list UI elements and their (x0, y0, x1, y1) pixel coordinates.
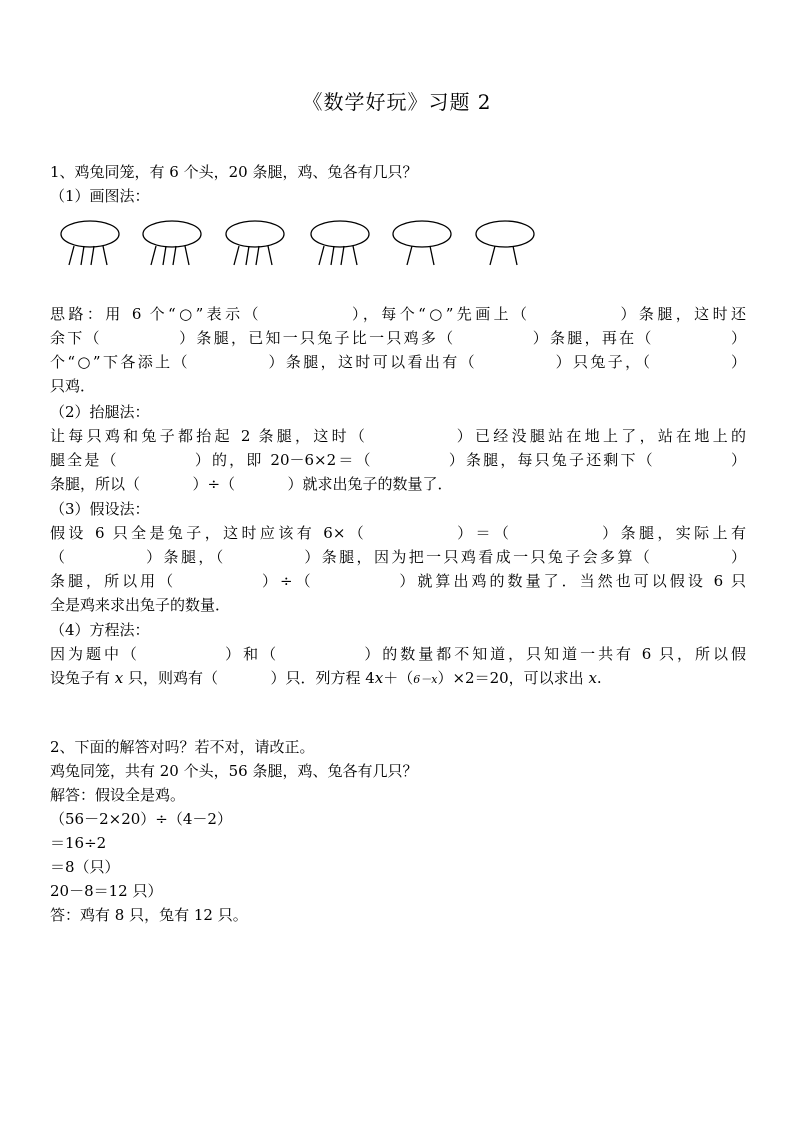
q1-m2-line2: 腿全是（ ）的，即 20－6×2＝（ ）条腿，每只兔子还剩下（ ） (50, 451, 746, 469)
q1-method4-heading: （4）方程法： (50, 621, 150, 639)
q1-m3-line4: 全是鸡来求出兔子的数量． (50, 596, 231, 614)
q2-final-answer: 答：鸡有 8 只，兔有 12 只。 (50, 906, 248, 924)
q1-m2-line1: 让每只鸡和兔子都抬起 2 条腿，这时（ ）已经没腿站在地上了，站在地上的 (50, 427, 746, 445)
q2-answer-intro: 解答：假设全是鸡。 (50, 786, 186, 804)
q1-question: 1、鸡兔同笼，有 6 个头，20 条腿，鸡、兔各有几只？ (50, 163, 418, 181)
document-title: 《数学好玩》习题 2 (302, 90, 492, 114)
leg (513, 246, 517, 265)
q1-m4-small-expr: 6－x (413, 673, 438, 686)
q1-method1-heading: （1）画图法： (50, 187, 150, 205)
leg (91, 246, 94, 265)
leg (151, 246, 156, 265)
oval-with-legs (476, 221, 534, 265)
q1-m1-line1: 思路：用 6 个“○”表示（ ），每个“○”先画上（ ）条腿，这时还 (50, 305, 746, 323)
q1-m4-text-b: 只，则鸡有（ ）只．列方程 4 (123, 669, 375, 687)
q1-m4-line1: 因为题中（ ）和（ ）的数量都不知道，只知道一共有 6 只，所以假 (50, 645, 746, 663)
variable-x: x (114, 669, 124, 687)
leg (185, 246, 189, 265)
oval-with-legs (61, 221, 119, 265)
leg (81, 246, 84, 265)
q2-step3: ＝8（只） (50, 858, 120, 876)
oval (61, 221, 119, 247)
oval (143, 221, 201, 247)
q1-m3-line3: 条腿，所以用（ ）÷（ ）就算出鸡的数量了．当然也可以假设 6 只 (50, 572, 746, 590)
q1-m4-text-e: . (596, 669, 602, 687)
oval (393, 221, 451, 247)
leg (341, 246, 344, 265)
q1-m1-line3: 个“○”下各添上（ ）条腿，这时可以看出有（ ）只兔子，（ ） (50, 353, 746, 371)
q1-m4-text-d: ）×2＝20，可以求出 (437, 669, 589, 687)
leg (103, 246, 107, 265)
q2-step1: （56－2×20）÷（4－2） (50, 810, 232, 828)
leg (256, 246, 259, 265)
leg (173, 246, 176, 265)
q2-step4: 20－8＝12 只） (50, 882, 163, 900)
oval (476, 221, 534, 247)
oval-with-legs (393, 221, 451, 265)
q1-m4-text-a: 设兔子有 (50, 669, 115, 687)
q2-question: 2、下面的解答对吗？若不对，请改正。 (50, 738, 315, 756)
leg (69, 246, 74, 265)
oval (311, 221, 369, 247)
oval (226, 221, 284, 247)
q1-method3-heading: （3）假设法： (50, 500, 150, 518)
q1-method2-heading: （2）抬腿法： (50, 403, 150, 421)
leg (246, 246, 249, 265)
q1-m3-line1: 假设 6 只全是兔子，这时应该有 6×（ ）＝（ ）条腿，实际上有 (50, 524, 746, 542)
variable-x: x (374, 669, 384, 687)
leg (430, 246, 434, 265)
q1-m4-text-c: ＋（ (383, 669, 414, 687)
q1-m1-line4: 只鸡． (50, 377, 96, 395)
leg (268, 246, 272, 265)
q1-m1-line2: 余下（ ）条腿，已知一只兔子比一只鸡多（ ）条腿，再在（ ） (50, 329, 746, 347)
leg (490, 246, 495, 265)
oval-with-legs (226, 221, 284, 265)
q1-m4-line2 (50, 666, 602, 692)
oval-with-legs (143, 221, 201, 265)
leg (163, 246, 166, 265)
q2-problem: 鸡兔同笼，共有 20 个头，56 条腿，鸡、兔各有几只？ (50, 762, 418, 780)
q1-m3-line2: （ ）条腿，（ ）条腿，因为把一只鸡看成一只兔子会多算（ ） (50, 548, 746, 566)
leg (353, 246, 357, 265)
q2-step2: ＝16÷2 (50, 834, 107, 852)
oval-drawing (60, 220, 560, 280)
leg (234, 246, 239, 265)
leg (319, 246, 324, 265)
oval-with-legs (311, 221, 369, 265)
leg (407, 246, 412, 265)
variable-x: x (588, 669, 597, 687)
leg (331, 246, 334, 265)
q1-m2-line3: 条腿，所以（ ）÷（ ）就求出兔子的数量了． (50, 475, 453, 493)
